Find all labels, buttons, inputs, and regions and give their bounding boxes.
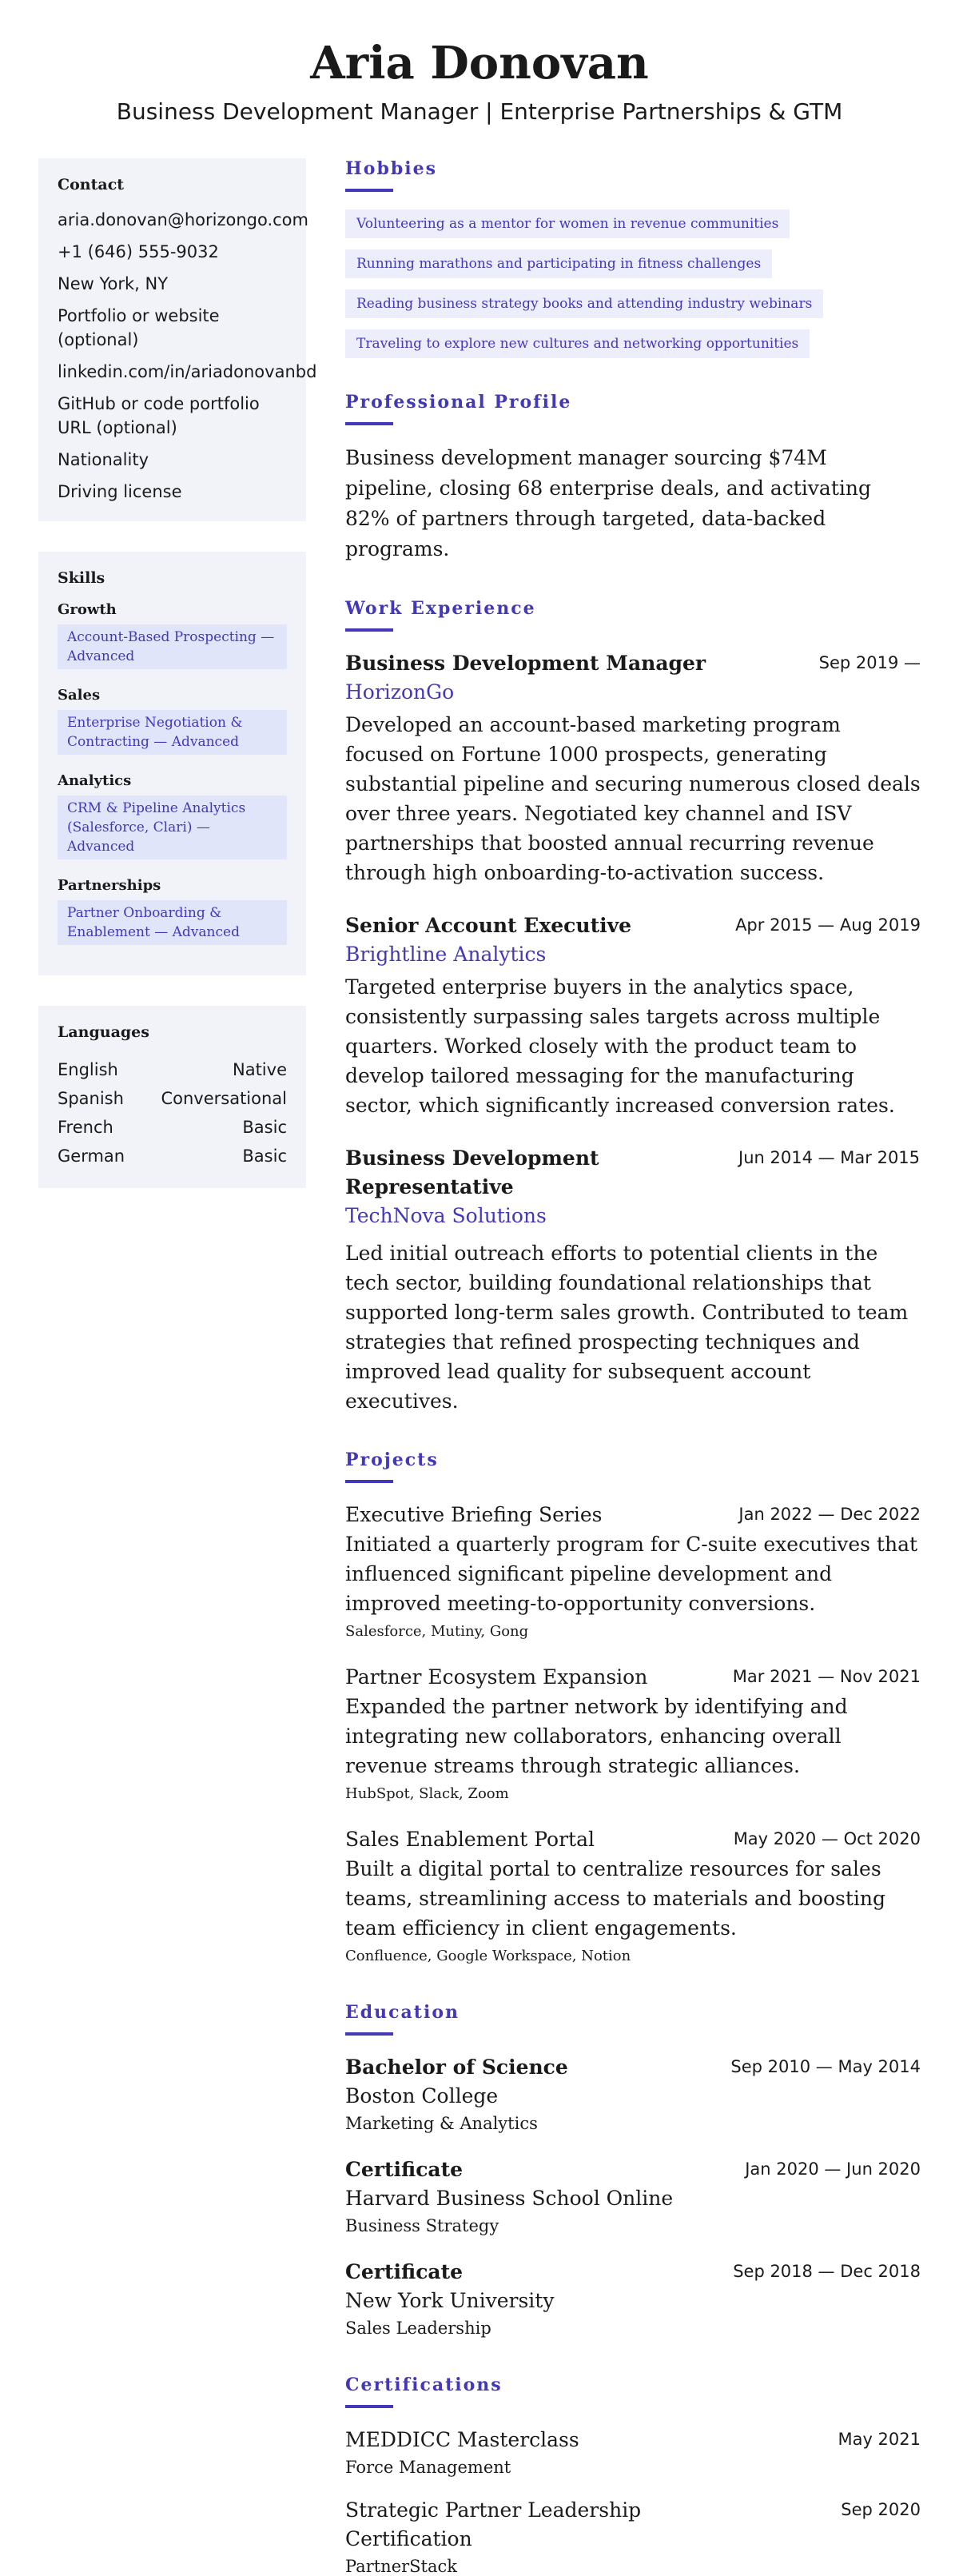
language-name: German — [58, 1146, 125, 1166]
contact-linkedin[interactable]: linkedin.com/in/ariadonovanbd — [58, 362, 317, 381]
language-level: Conversational — [161, 1089, 287, 1108]
skill-category: Sales — [58, 687, 101, 704]
certification-date: Sep 2020 — [841, 2500, 921, 2519]
project-entry — [345, 1501, 921, 1644]
degree: Certificate — [345, 2158, 464, 2181]
skill-category: Growth — [58, 601, 117, 618]
certification-date: May 2021 — [838, 2430, 921, 2449]
hobby-tag: Reading business strategy books and attending industry webinars — [345, 289, 823, 318]
project-description: Initiated a quarterly program for C-suite executives that influenced significant pipeline development and improved meeting-to-opportunity conversions. — [345, 1533, 918, 1615]
project-name: Executive Briefing Series — [345, 1503, 603, 1526]
project-description: Expanded the partner network by identifying and integrating new collaborators, enhancing overall revenue streams through strategic alliances. — [345, 1695, 848, 1777]
certification-issuer: PartnerStack — [345, 2557, 458, 2576]
section-divider — [345, 189, 393, 192]
project-dates: Jan 2022 — Dec 2022 — [738, 1505, 921, 1524]
project-dates: May 2020 — Oct 2020 — [733, 1829, 921, 1848]
language-name: Spanish — [58, 1089, 124, 1108]
degree: Bachelor of Science — [345, 2056, 568, 2079]
contact-phone[interactable]: +1 (646) 555-9032 — [58, 242, 219, 261]
profile-section — [345, 390, 921, 564]
job-title: Business Development Representative — [345, 1146, 599, 1198]
language-level: Native — [233, 1060, 287, 1079]
language-level: Basic — [242, 1146, 287, 1166]
language-name: French — [58, 1118, 113, 1137]
job-dates: Sep 2019 — — [818, 653, 921, 672]
section-title: Education — [345, 2002, 460, 2023]
hobbies-section — [345, 157, 921, 358]
project-tools: Salesforce, Mutiny, Gong — [345, 1623, 529, 1640]
company-name: TechNova Solutions — [345, 1204, 547, 1227]
education-entry — [345, 2053, 921, 2136]
languages-title: Languages — [58, 1023, 149, 1041]
language-name: English — [58, 1060, 118, 1079]
education-dates: Jan 2020 — Jun 2020 — [745, 2159, 921, 2179]
skills-card — [38, 552, 306, 975]
job-description: Led initial outreach efforts to potential clients in the tech sector, building foundational relationships that supported long-term sales growth. Contributed to team strategies that refined prospecting techniques and improved lead quality for subsequent account executives. — [345, 1242, 909, 1413]
project-dates: Mar 2021 — Nov 2021 — [732, 1667, 921, 1686]
school-name: New York University — [345, 2289, 555, 2312]
candidate-name: Aria Donovan — [310, 37, 649, 90]
section-divider — [345, 2405, 393, 2408]
main-column — [345, 157, 921, 2576]
experience-entry — [345, 1144, 921, 1416]
section-title: Professional Profile — [345, 392, 572, 413]
skill-tag: Partner Onboarding & Enablement — Advanced — [58, 900, 287, 945]
contact-driving-license: Driving license — [58, 482, 182, 501]
company-name: HorizonGo — [345, 680, 455, 704]
candidate-headline: Business Development Manager | Enterprise Partnerships & GTM — [116, 98, 843, 125]
job-description: Developed an account-based marketing program focused on Fortune 1000 prospects, generating substantial pipeline and securing numerous closed deals over three years. Negotiated key channel and ISV partnerships that boosted annual recurring revenue through high onboarding-to-activation success. — [345, 713, 921, 884]
project-name: Sales Enablement Portal — [345, 1828, 595, 1851]
contact-github[interactable]: GitHub or code portfolio URL (optional) — [58, 394, 260, 437]
section-title: Hobbies — [345, 158, 437, 179]
experience-section — [345, 596, 921, 1416]
skill-category: Partnerships — [58, 877, 161, 894]
education-entry — [345, 2155, 921, 2239]
contact-portfolio[interactable]: Portfolio or website (optional) — [58, 306, 220, 349]
hobby-tag: Running marathons and participating in fitness challenges — [345, 249, 772, 278]
school-name: Harvard Business School Online — [345, 2187, 674, 2210]
school-name: Boston College — [345, 2084, 499, 2107]
certification-issuer: Force Management — [345, 2458, 511, 2477]
project-tools: HubSpot, Slack, Zoom — [345, 1785, 509, 1802]
resume-header — [0, 32, 959, 128]
contact-location: New York, NY — [58, 274, 169, 293]
skill-tag: Enterprise Negotiation & Contracting — Advanced — [58, 710, 287, 755]
project-entry — [345, 1663, 921, 1806]
education-entry — [345, 2258, 921, 2341]
certification-entry — [345, 2496, 921, 2576]
project-tools: Confluence, Google Workspace, Notion — [345, 1948, 631, 1964]
language-row — [58, 1142, 287, 1170]
contact-email[interactable]: aria.donovan@horizongo.com — [58, 210, 308, 229]
projects-section — [345, 1448, 921, 1968]
language-level: Basic — [242, 1118, 287, 1137]
language-row — [58, 1084, 287, 1113]
project-entry — [345, 1825, 921, 1968]
experience-entry — [345, 911, 921, 1120]
section-divider — [345, 1480, 393, 1483]
hobby-tag: Volunteering as a mentor for women in revenue communities — [345, 209, 790, 238]
section-divider — [345, 422, 393, 425]
job-dates: Jun 2014 — Mar 2015 — [738, 1148, 921, 1167]
section-title: Work Experience — [345, 598, 536, 619]
skill-tag: CRM & Pipeline Analytics (Salesforce, Clari) — Advanced — [58, 796, 287, 859]
sidebar — [38, 158, 317, 1218]
section-title: Projects — [345, 1449, 439, 1470]
education-dates: Sep 2018 — Dec 2018 — [733, 2262, 921, 2281]
field-of-study: Business Strategy — [345, 2216, 499, 2235]
job-description: Targeted enterprise buyers in the analytics space, consistently surpassing sales targets across multiple quarters. Worked closely with the product team to develop tailored messaging for the manufacturing sector, which significantly increased conversion rates. — [345, 975, 895, 1117]
company-name: Brightline Analytics — [345, 943, 547, 966]
language-row — [58, 1055, 287, 1084]
job-title: Senior Account Executive — [345, 914, 632, 937]
section-title: Certifications — [345, 2375, 503, 2395]
languages-card — [38, 1006, 306, 1188]
certifications-section — [345, 2373, 921, 2576]
contact-card — [38, 158, 317, 521]
skills-title: Skills — [58, 569, 105, 587]
profile-summary: Business development manager sourcing $74M pipeline, closing 68 enterprise deals, and activating 82% of partners through targeted, data-backed programs. — [345, 446, 871, 560]
skill-category: Analytics — [58, 772, 132, 789]
section-divider — [345, 2032, 393, 2036]
project-description: Built a digital portal to centralize resources for sales teams, streamlining access to materials and boosting team efficiency in client engagements. — [345, 1857, 886, 1940]
language-row — [58, 1113, 287, 1142]
education-section — [345, 2000, 921, 2341]
degree: Certificate — [345, 2260, 464, 2283]
job-dates: Apr 2015 — Aug 2019 — [735, 915, 921, 935]
field-of-study: Marketing & Analytics — [345, 2114, 538, 2133]
job-title: Business Development Manager — [345, 652, 706, 675]
skill-tag: Account-Based Prospecting — Advanced — [58, 624, 287, 669]
experience-entry — [345, 649, 921, 887]
contact-nationality: Nationality — [58, 450, 149, 469]
certification-name: MEDDICC Masterclass — [345, 2428, 579, 2451]
education-dates: Sep 2010 — May 2014 — [730, 2057, 921, 2076]
certification-name: Strategic Partner Leadership Certification — [345, 2498, 642, 2550]
hobby-tag: Traveling to explore new cultures and networking opportunities — [345, 329, 810, 358]
contact-title: Contact — [58, 176, 125, 193]
project-name: Partner Ecosystem Expansion — [345, 1665, 648, 1689]
certification-entry — [345, 2426, 921, 2480]
section-divider — [345, 628, 393, 632]
field-of-study: Sales Leadership — [345, 2319, 491, 2338]
